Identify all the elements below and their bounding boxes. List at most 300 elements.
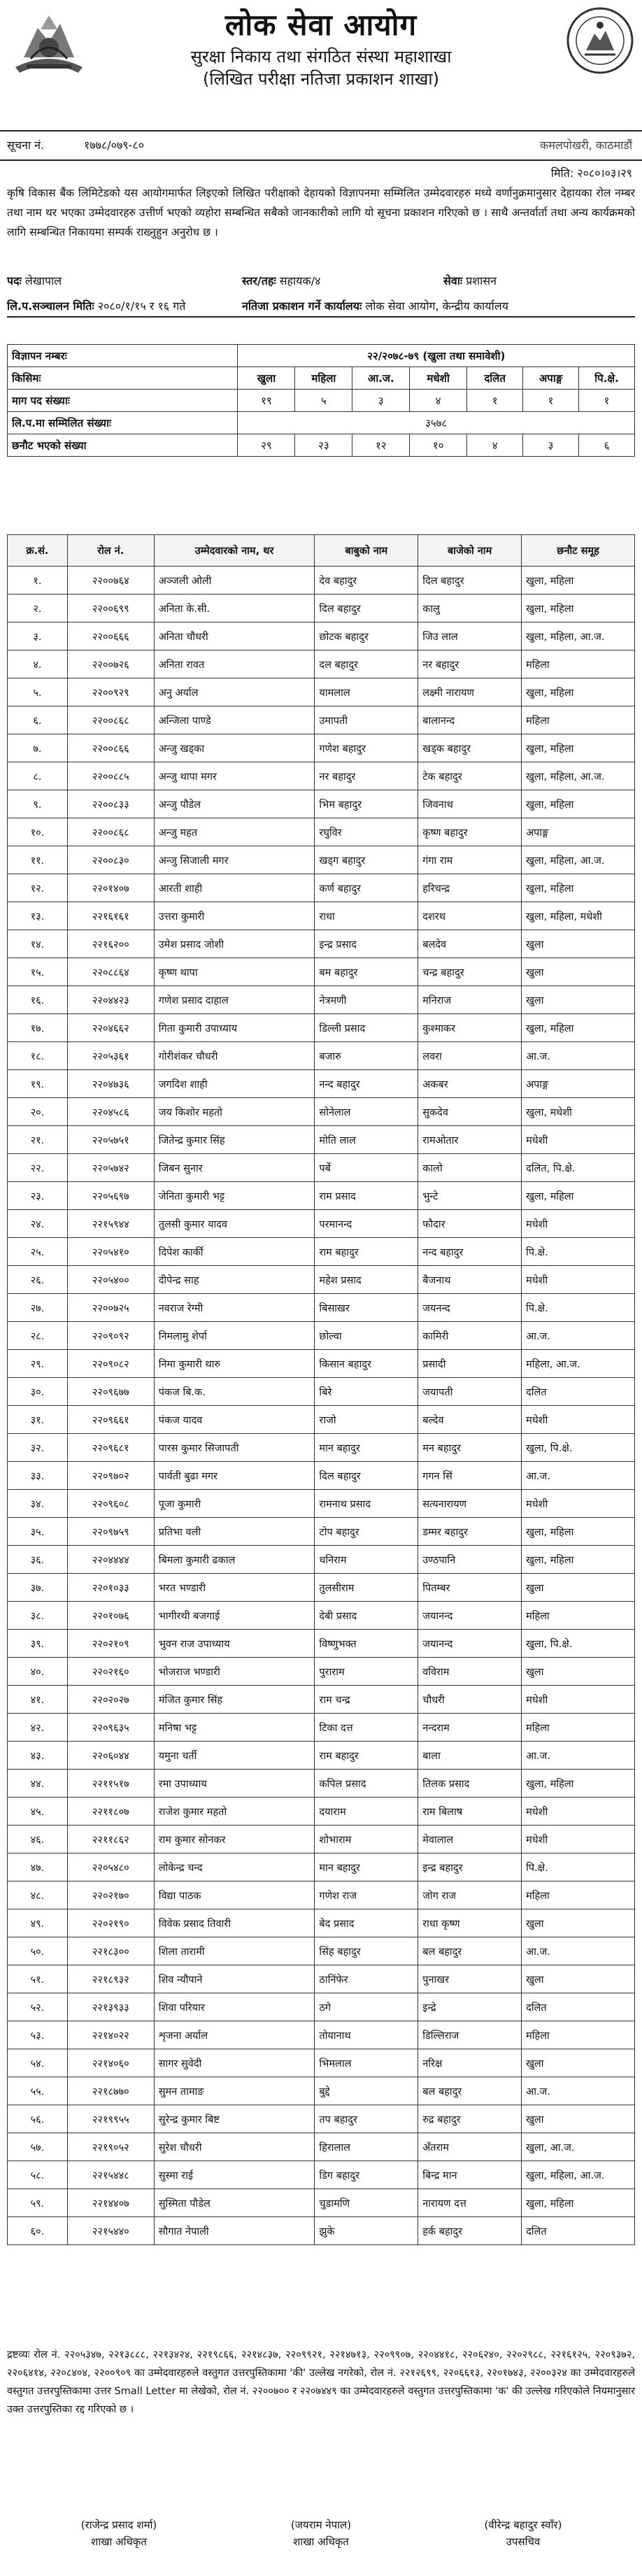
cell-selection-group: महिला [522,1881,635,1909]
cell-selection-group: खुला, महिला [522,874,635,902]
table-row [8,1490,635,1518]
cell-serial: ३४. [8,1490,68,1518]
cell-father-name: मान बहादुर [315,1434,418,1462]
cell-roll-number: २२००८६८ [67,706,154,734]
cell-candidate-name: गोरीशंकर चौधरी [154,1042,315,1070]
result-office-value: लोक सेवा आयोग, केन्द्रीय कार्यालय [365,299,508,313]
cell-grandfather-name: जयानन्द [418,1602,522,1630]
selected-cell: १२ [352,434,410,457]
table-row [8,1602,635,1630]
cell-selection-group: खुला [522,1574,635,1602]
cell-father-name: धनिराम [315,1546,418,1574]
cell-selection-group: खुला, महिला, मधेशी [522,902,635,930]
cell-serial: ५१. [8,1965,68,1993]
cell-father-name: टिका दत्त [315,1714,418,1742]
cell-father-name: ठानिंफेर [315,1965,418,1993]
table-row [8,1658,635,1686]
demand-cell: १९ [238,390,295,412]
cell-father-name: नेत्रमणी [315,986,418,1014]
cell-selection-group: खुला, महिला, आ.ज. [522,2161,635,2189]
cell-roll-number: २२१४०६० [67,2049,154,2077]
office-location: कमलपोखरी, काठमाडौं [539,138,632,152]
cell-candidate-name: सुरेश चौधरी [154,2133,315,2161]
cell-roll-number: २२०५३६१ [67,1042,154,1070]
cell-candidate-name: अनु अर्याल [154,678,315,706]
cell-grandfather-name: बल्देव [418,1406,522,1434]
cell-roll-number: २२१८३०० [67,1937,154,1965]
cell-roll-number: २२०५४०० [67,1266,154,1294]
cell-grandfather-name: सत्यनारायण [418,1490,522,1518]
cell-candidate-name: सौगात नेपाली [154,2217,315,2245]
cell-candidate-name: मनिषा भट्ट [154,1714,315,1742]
cell-grandfather-name: नर बहादुर [418,650,522,678]
table-row [8,1042,635,1070]
cell-candidate-name: भागीरथी बजगाई [154,1602,315,1630]
cell-candidate-name: सुस्मा राई [154,2161,315,2189]
cell-father-name: सिंह बहादुर [315,1937,418,1965]
cell-serial: २९. [8,1350,68,1378]
cell-roll-number: २२१६२०० [67,930,154,958]
table-row [8,1574,635,1602]
cell-father-name: परमानन्द [315,1210,418,1238]
cell-selection-group: दलित [522,2217,635,2245]
cell-selection-group: आ.ज. [522,1937,635,1965]
cell-grandfather-name: टेक बहादुर [418,762,522,790]
cell-selection-group: खुला [522,986,635,1014]
cell-grandfather-name: सुकदेव [418,1098,522,1126]
cell-grandfather-name: डम्मर बहादुर [418,1518,522,1546]
cell-candidate-name: अन्जु महत [154,818,315,846]
cell-candidate-name: सुस्मिता पौडेल [154,2189,315,2217]
cell-candidate-name: सुमन तामाङ [154,2077,315,2105]
cell-serial: ५. [8,678,68,706]
cell-grandfather-name: पुनाखर [418,1965,522,1993]
cell-father-name: राम बहादुर [315,1742,418,1770]
cell-grandfather-name: पितम्बर [418,1574,522,1602]
results-body [8,567,635,2245]
table-row [8,595,635,622]
cell-father-name: इन्द्र प्रसाद [315,930,418,958]
notice-number-label: सूचना नं. [7,138,45,152]
cell-serial: ३०. [8,1378,68,1406]
cell-grandfather-name: बैजनाथ [418,1266,522,1294]
cell-roll-number: २२००८३० [67,846,154,874]
cell-selection-group: महिला [522,650,635,678]
level-label: स्तर/तहः [242,274,276,287]
cell-grandfather-name: गगन सिं [418,1462,522,1490]
cell-serial: २३. [8,1182,68,1210]
cell-grandfather-name: जयापती [418,1378,522,1406]
cell-grandfather-name: जोग राज [418,1881,522,1909]
table-row [8,2217,635,2245]
cell-candidate-name: प्रतिभा वली [154,1518,315,1546]
cell-serial: १२. [8,874,68,902]
notice-number-row [0,130,642,161]
table-row [8,1434,635,1462]
type-cell: अपाङ्ग [523,367,579,390]
col-header-name: उम्मेदवारको नाम, थर [154,535,315,567]
type-cell: आ.ज. [352,367,410,390]
cell-serial: ३३. [8,1462,68,1490]
page-title: लोक सेवा आयोग [224,8,418,42]
cell-roll-number: २२००९२९ [67,678,154,706]
cell-serial: ५२. [8,1993,68,2021]
type-cell: महिला [295,367,352,390]
cell-candidate-name: जितेन्द्र कुमार सिंह [154,1126,315,1154]
cell-father-name: गणेश राज [315,1881,418,1909]
cell-father-name: तुलसीराम [315,1574,418,1602]
cell-grandfather-name: भुन्टे [418,1182,522,1210]
cell-candidate-name: अनिता के.सी. [154,595,315,622]
cell-roll-number: २२०९६८१ [67,1434,154,1462]
table-row [8,1518,635,1546]
cell-candidate-name: पूजा कुमारी [154,1490,315,1518]
cell-roll-number: २२०९६६१ [67,1406,154,1434]
cell-father-name: राधा [315,902,418,930]
cell-candidate-name: रमा उपाध्याय [154,1770,315,1798]
cell-roll-number: २२०५४१० [67,1238,154,1266]
cell-selection-group: महिला, आ.ज. [522,1350,635,1378]
cell-father-name: महेश प्रसाद [315,1266,418,1294]
cell-grandfather-name: इन्द्रे [418,1993,522,2021]
cell-selection-group: महिला [522,1602,635,1630]
cell-grandfather-name: बालानन्द [418,706,522,734]
cell-father-name: सोनेलाल [315,1098,418,1126]
cell-grandfather-name: खड्क बहादुर [418,734,522,762]
cell-roll-number: २२०१०३३ [67,1574,154,1602]
selected-cell: २९ [238,434,295,457]
col-header-serial: क्र.सं. [8,535,68,567]
table-row [8,1154,635,1182]
cell-candidate-name: विवेक प्रसाद तिवारी [154,1909,315,1937]
table-row [8,1462,635,1490]
cell-selection-group: मधेशी [522,1826,635,1853]
cell-roll-number: २२००७२६ [67,650,154,678]
cell-roll-number: २२००७२५ [67,1294,154,1322]
cell-grandfather-name: कृष्ण बहादुर [418,818,522,846]
demand-cell: १ [467,390,523,412]
cell-roll-number: २२००८८५ [67,762,154,790]
cell-roll-number: २२१९९५५ [67,2105,154,2133]
cell-selection-group: खुला, महिला [522,567,635,595]
cell-roll-number: २२०२१६० [67,1658,154,1686]
table-row [8,902,635,930]
cell-selection-group: खुला [522,2049,635,2077]
cell-serial: ७. [8,734,68,762]
cell-selection-group: मधेशी [522,1686,635,1714]
cell-grandfather-name: नारायण दत्त [418,2189,522,2217]
cell-candidate-name: शिवा परियार [154,1993,315,2021]
cell-candidate-name: शिव न्यौपाने [154,1965,315,1993]
footnote: द्रष्टव्यः रोल नं. २२०५३४७, २२१३८८८, २२१३४२४, २२१९८६६, २२१४८३७, २२०९९२१, २२१४७१३, २२०९९०७, २२०४४१८, २२०६२४०, २२०२९८८, २२१६१२५, २२०९३७२, २२०६४१४, २२०८४०४, २२००९०९ का उम्मेदवारहरुले वस्तुगत उत्तरपुस्तिकामा 'की' उल्लेख नगरेको, रोल नं. २२१२६९९, २२०६६१३, २२०१७४३, २२००३२४ का उम्मेदवारहरुले वस्तुगत उत्तरपुस्तिकामा उत्तर Small Letter मा लेखेको, रोल नं. २२००७०० र २२०७४४९ का उम्मेदवारहरुले वस्तुगत उत्तरपुस्तिकामा 'क' की उल्लेख गरिएकोले नियमानुसार उक्त उत्तरपुस्तिका रद्द गरिएको छ । [7,2349,635,2415]
cell-grandfather-name: रुद्र बहादुर [418,2105,522,2133]
cell-candidate-name: कृष्ण थापा [154,958,315,986]
cell-father-name: खड्ग बहादुर [315,846,418,874]
table-row [8,986,635,1014]
cell-serial: ३२. [8,1434,68,1462]
cell-candidate-name: अन्जु खड्का [154,734,315,762]
table-row [8,2021,635,2049]
selected-row [8,434,635,457]
cell-roll-number: २२१३९३३ [67,1993,154,2021]
cell-roll-number: २२०२१९० [67,1909,154,1937]
cell-selection-group: आ.ज. [522,1322,635,1350]
cell-selection-group: अपाङ्ग [522,818,635,846]
cell-selection-group: खुला, आ.ज. [522,2133,635,2161]
cell-candidate-name: सागर सुवेदी [154,2049,315,2077]
cell-serial: २८. [8,1322,68,1350]
cell-roll-number: २२०२१०९ [67,1630,154,1658]
cell-father-name: टोप बहादुर [315,1518,418,1546]
cell-father-name: बुद्दे [315,2077,418,2105]
cell-roll-number: २२००७६४ [67,567,154,595]
cell-roll-number: २२०२१७० [67,1881,154,1909]
cell-grandfather-name: मनिराज [418,986,522,1014]
division-name: सुरक्षा निकाय तथा संगठित संस्था महाशाखा [190,47,452,66]
cell-serial: २७. [8,1294,68,1322]
table-row [8,1770,635,1798]
cell-father-name: ठगे [315,1993,418,2021]
cell-serial: १४. [8,930,68,958]
table-row [8,2133,635,2161]
table-row [8,1937,635,1965]
cell-father-name: भिम बहादुर [315,790,418,818]
cell-candidate-name: अन्जिला पाण्डे [154,706,315,734]
type-cell: खुला [238,367,295,390]
signatory-1 [14,2517,224,2550]
signatory-2 [216,2517,426,2550]
cell-candidate-name: अनिता चौधरी [154,622,315,650]
cell-selection-group: खुला, महिला [522,1182,635,1210]
cell-serial: ५७. [8,2133,68,2161]
cell-selection-group: मधेशी [522,1490,635,1518]
cell-serial: १०. [8,818,68,846]
cell-grandfather-name: हर्क बहादुर [418,2217,522,2245]
cell-grandfather-name: कालो [418,1154,522,1182]
cell-father-name: बम बहादुर [315,958,418,986]
cell-candidate-name: जय किशोर महतो [154,1098,315,1126]
cell-father-name: नर बहादुर [315,762,418,790]
cell-selection-group: खुला, महिला [522,595,635,622]
cell-candidate-name: आरती शाही [154,874,315,902]
cell-father-name: रघुविर [315,818,418,846]
cell-father-name: तोयानाथ [315,2021,418,2049]
cell-serial: ४४. [8,1770,68,1798]
cell-selection-group: आ.ज. [522,2077,635,2105]
cell-serial: ५८. [8,2161,68,2189]
demand-cell: १ [579,390,635,412]
cell-father-name: रामनाथ प्रसाद [315,1490,418,1518]
cell-grandfather-name: अँतराम [418,2133,522,2161]
type-cell: मधेशी [410,367,467,390]
cell-grandfather-name: हरिचन्द्र [418,874,522,902]
table-row [8,1126,635,1154]
cell-candidate-name: भरत भण्डारी [154,1574,315,1602]
cell-father-name: बेद प्रसाद [315,1909,418,1937]
cell-candidate-name: पंकज बि.क. [154,1378,315,1406]
cell-serial: ३५. [8,1518,68,1546]
cell-roll-number: २२०९६७७ [67,1378,154,1406]
cell-roll-number: २२०४४२३ [67,986,154,1014]
cell-roll-number: २२००६९९ [67,595,154,622]
cell-serial: २२. [8,1154,68,1182]
cell-father-name: चुडामणि [315,2189,418,2217]
cell-roll-number: २२१५९४४ [67,1210,154,1238]
cell-father-name: देव बहादुर [315,567,418,595]
cell-serial: १६. [8,986,68,1014]
cell-roll-number: २२१६१६१ [67,902,154,930]
post-value: लेखापाल [24,274,62,287]
cell-grandfather-name: नन्दराम [418,1714,522,1742]
cell-selection-group: खुला, महिला, आ.ज. [522,762,635,790]
cell-roll-number: २२०४५८६ [67,1098,154,1126]
cell-father-name: झुके [315,2217,418,2245]
cell-grandfather-name: डिल्लिराज [418,2021,522,2049]
cell-father-name: नन्द बहादुर [315,1070,418,1098]
cell-roll-number: २२१८९३२ [67,1965,154,1993]
table-row [8,874,635,902]
exam-date-label: लि.प.सञ्चालन मितिः [7,299,94,313]
cell-candidate-name: दीपेन्द्र साह [154,1266,315,1294]
demand-cell: १ [523,390,579,412]
cell-serial: ५६. [8,2105,68,2133]
cell-father-name: छोल्वा [315,1322,418,1350]
service-value: प्रशासन [466,274,497,287]
signatory-title: उपसचिव [506,2535,541,2548]
table-row [8,1014,635,1042]
level-value: सहायक/४ [279,274,321,287]
cell-selection-group: मधेशी [522,1798,635,1826]
table-row [8,1238,635,1266]
col-header-grandfather: बाजेको नाम [418,535,522,567]
col-header-group: छनौट समूह [522,535,635,567]
cell-selection-group: महिला [522,1714,635,1742]
exam-info-row [7,295,635,318]
selected-label: छनौट भएको संख्या [8,434,238,457]
cell-grandfather-name: गंगा राम [418,846,522,874]
cell-roll-number: २२०१४०७ [67,874,154,902]
cell-candidate-name: भोजराज भण्डारी [154,1658,315,1686]
cell-grandfather-name: चौधरी [418,1686,522,1714]
advertisement-number: २२/२०७८-७९ (खुला तथा समावेशी) [238,345,635,367]
table-row [8,1993,635,2021]
cell-serial: ५५. [8,2077,68,2105]
cell-roll-number: २२१५४४८ [67,2161,154,2189]
psc-seal-icon [565,6,635,76]
cell-roll-number: २२०९७०२ [67,1462,154,1490]
cell-candidate-name: जिबन सुनार [154,1154,315,1182]
cell-serial: ४२. [8,1714,68,1742]
cell-serial: ३९. [8,1630,68,1658]
table-row [8,790,635,818]
cell-roll-number: २२०४६६२ [67,1014,154,1042]
cell-father-name: राजो [315,1406,418,1434]
cell-father-name: शोभाराम [315,1826,418,1853]
type-row [8,367,635,390]
selected-cell: ४ [467,434,523,457]
table-row [8,1742,635,1770]
cell-candidate-name: अनिता रावत [154,650,315,678]
table-row [8,1965,635,1993]
cell-roll-number: २२०५४८० [67,1853,154,1881]
cell-candidate-name: जगदिश शाही [154,1070,315,1098]
cell-serial: २०. [8,1098,68,1126]
section-name: (लिखित परीक्षा नतिजा प्रकाशन शाखा) [203,69,439,89]
results-table [7,534,635,2245]
table-row [8,1853,635,1881]
cell-candidate-name: सुरेन्द्र कुमार बिष्ट [154,2105,315,2133]
cell-selection-group: खुला [522,1909,635,1937]
cell-roll-number: २२१५४४० [67,2217,154,2245]
cell-selection-group: खुला, मधेशी [522,1098,635,1126]
cell-roll-number: २२०५७४२ [67,1154,154,1182]
cell-serial: १. [8,567,68,595]
cell-candidate-name: पंकज यादव [154,1406,315,1434]
cell-serial: २१. [8,1126,68,1154]
cell-grandfather-name: जिवनाथ [418,790,522,818]
cell-roll-number: २२१४४०७ [67,2189,154,2217]
advertisement-label: विज्ञापन नम्बरः [8,345,238,367]
cell-serial: ३६. [8,1546,68,1574]
cell-father-name: पर्बे [315,1154,418,1182]
cell-father-name: बिरे [315,1378,418,1406]
cell-serial: ५०. [8,1937,68,1965]
table-row [8,1098,635,1126]
cell-grandfather-name: प्रसादी [418,1350,522,1378]
cell-grandfather-name: जयनन्द [418,1294,522,1322]
cell-grandfather-name: लक्ष्मी नारायण [418,678,522,706]
cell-serial: ४. [8,650,68,678]
table-row [8,1294,635,1322]
cell-roll-number: २२०९६३५ [67,1714,154,1742]
cell-candidate-name: उत्तरा कुमारी [154,902,315,930]
table-row [8,1881,635,1909]
table-row [8,1210,635,1238]
letterhead [0,0,642,89]
cell-selection-group: खुला [522,1965,635,1993]
selected-cell: १० [410,434,467,457]
table-row [8,930,635,958]
table-row [8,2105,635,2133]
table-row [8,1798,635,1826]
cell-serial: ५३. [8,2021,68,2049]
cell-selection-group: आ.ज. [522,1462,635,1490]
cell-candidate-name: राम कुमार सोनकर [154,1826,315,1853]
cell-roll-number: २२०८८६४ [67,958,154,986]
cell-candidate-name: नवराज रेग्मी [154,1294,315,1322]
cell-grandfather-name: फौदार [418,1210,522,1238]
cell-grandfather-name: दिल बहादुर [418,567,522,595]
cell-serial: ४८. [8,1881,68,1909]
cell-serial: १७. [8,1014,68,1042]
cell-serial: ३७. [8,1574,68,1602]
signatory-title: शाखा अधिकृत [293,2535,349,2548]
cell-roll-number: २२०६०४४ [67,1742,154,1770]
type-label: किसिमः [8,367,238,390]
table-row [8,678,635,706]
cell-father-name: मोति लाल [315,1126,418,1154]
cell-serial: ५९. [8,2189,68,2217]
cell-roll-number: २२११८६२ [67,1826,154,1853]
cell-serial: १९. [8,1070,68,1098]
cell-serial: ४७. [8,1853,68,1881]
cell-candidate-name: मंजित कुमार सिंह [154,1686,315,1714]
cell-grandfather-name: मन बहादुर [418,1434,522,1462]
cell-selection-group: मधेशी [522,1406,635,1434]
cell-roll-number: २२०५७५१ [67,1126,154,1154]
selected-cell: ६ [579,434,635,457]
cell-selection-group: महिला [522,706,635,734]
